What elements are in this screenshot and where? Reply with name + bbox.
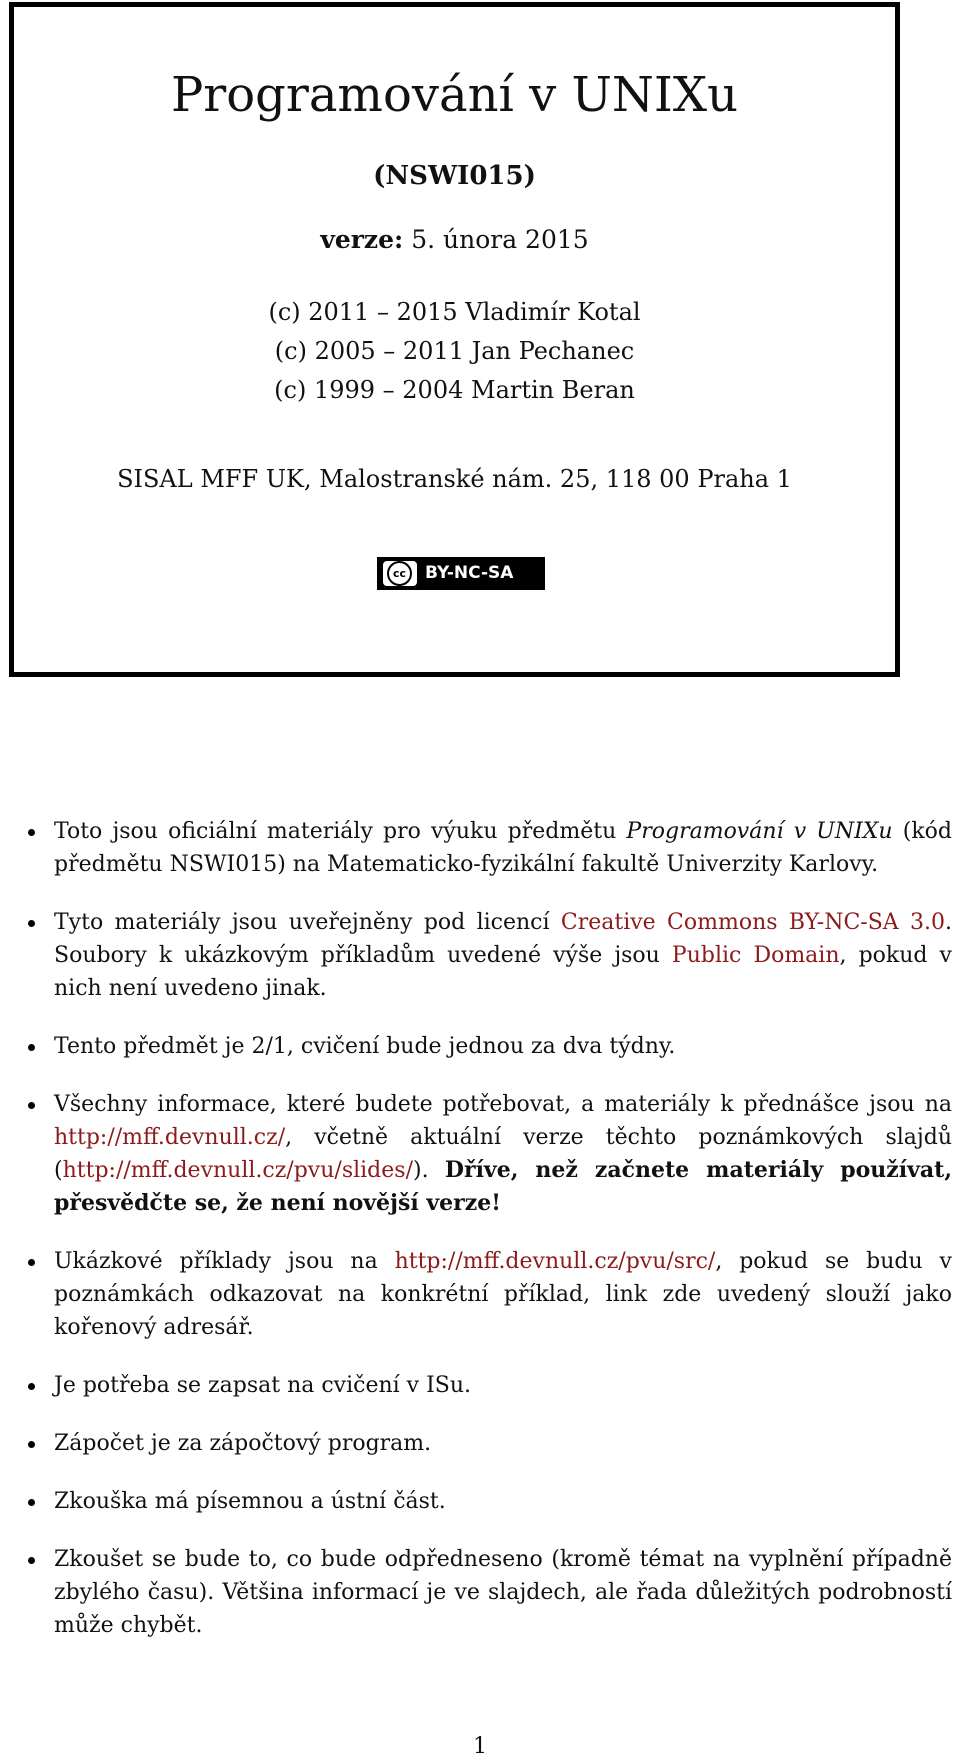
examples-link[interactable]: http://mff.devnull.cz/pvu/src/ (394, 1249, 716, 1274)
version-line (14, 223, 895, 257)
text-part: Všechny informace, které budete potřebovat, a materiály k přednášce jsou na (54, 1092, 952, 1117)
title-box (9, 2, 900, 677)
slides-link[interactable]: http://mff.devnull.cz/pvu/slides/ (62, 1158, 413, 1183)
address: SISAL MFF UK, Malostranské nám. 25, 118 00 Praha 1 (117, 465, 792, 493)
bullet-icon (28, 920, 35, 927)
page-number: 1 (473, 1734, 487, 1759)
list-item-4 (54, 1088, 952, 1220)
list-item-6 (54, 1369, 952, 1402)
text-part: Tento předmět je 2/1, cvičení bude jednou za dva týdny. (54, 1034, 676, 1059)
text-part: Zápočet je za zápočtový program. (54, 1431, 432, 1456)
bullet-icon (28, 1557, 35, 1564)
version-date: 5. února 2015 (411, 225, 589, 254)
text-part: (kód předmětu NSWI015) na Matematicko-fyzikální fakultě Univerzity Karlovy. (54, 819, 952, 877)
text-part: Je potřeba se zapsat na cvičení v ISu. (54, 1373, 472, 1398)
list-item-7 (54, 1427, 952, 1460)
text-part: Zkoušet se bude to, co bude odpředneseno (kromě témat na vyplnění případně zbylého času). Většina informací je ve slajdech, ale řada důležitých podrobností může chybět. (54, 1547, 952, 1638)
bullet-icon (28, 829, 35, 836)
document-title: Programování v UNIXu (171, 67, 738, 123)
text-part: Toto jsou oficiální materiály pro výuku předmětu (54, 819, 627, 844)
warning-strong-text: Dříve, než začnete materiály používat, přesvědčte se, že není novější verze! (54, 1157, 952, 1216)
copyright-line-2: (c) 2005 – 2011 Jan Pechanec (274, 337, 635, 365)
bullet-icon (28, 1102, 35, 1109)
course-name-emphasis: Programování v UNIXu (626, 819, 893, 844)
mff-devnull-link[interactable]: http://mff.devnull.cz/ (54, 1125, 286, 1150)
list-item-8 (54, 1485, 952, 1518)
text-part: Tyto materiály jsou uveřejněny pod licencí (54, 910, 561, 935)
copyright-line-1: (c) 2011 – 2015 Vladimír Kotal (268, 298, 641, 326)
bullet-icon (28, 1259, 35, 1266)
cc-icon-text: cc (387, 561, 412, 586)
version-label: verze: (320, 225, 404, 254)
list-item-2 (54, 906, 952, 1005)
cc-license-badge (377, 557, 545, 590)
bullet-icon (28, 1499, 35, 1506)
text-part: . Soubory k ukázkovým příkladům uvedené výše jsou (54, 910, 953, 968)
copyright-line-3: (c) 1999 – 2004 Martin Beran (274, 376, 635, 404)
creative-commons-icon (383, 561, 417, 586)
list-item-3 (54, 1030, 952, 1063)
license-label: BY-NC-SA (425, 563, 514, 583)
bullets-container (28, 815, 952, 1642)
text-part: , pokud se budu v poznámkách odkazovat na konkrétní příklad, link zde uvedený slouží jako kořenový adresář. (54, 1249, 952, 1340)
bullet-icon (28, 1383, 35, 1390)
text-part: , pokud v nich není uvedeno jinak. (54, 943, 952, 1001)
text-part: Zkouška má písemnou a ústní část. (54, 1489, 446, 1514)
list-item-5 (54, 1245, 952, 1344)
text-part: Ukázkové příklady jsou na (54, 1249, 395, 1274)
cc-license-link[interactable]: Creative Commons BY-NC-SA 3.0 (560, 910, 946, 935)
course-code: (NSWI015) (373, 161, 536, 191)
bullet-icon (28, 1441, 35, 1448)
text-part: ). (412, 1158, 445, 1183)
public-domain-link[interactable]: Public Domain (671, 943, 840, 968)
list-item-1 (54, 815, 952, 881)
text-part: , včetně aktuální verze těchto poznámkových slajdů ( (54, 1125, 952, 1183)
list-item-9 (54, 1543, 952, 1642)
bullet-icon (28, 1044, 35, 1051)
